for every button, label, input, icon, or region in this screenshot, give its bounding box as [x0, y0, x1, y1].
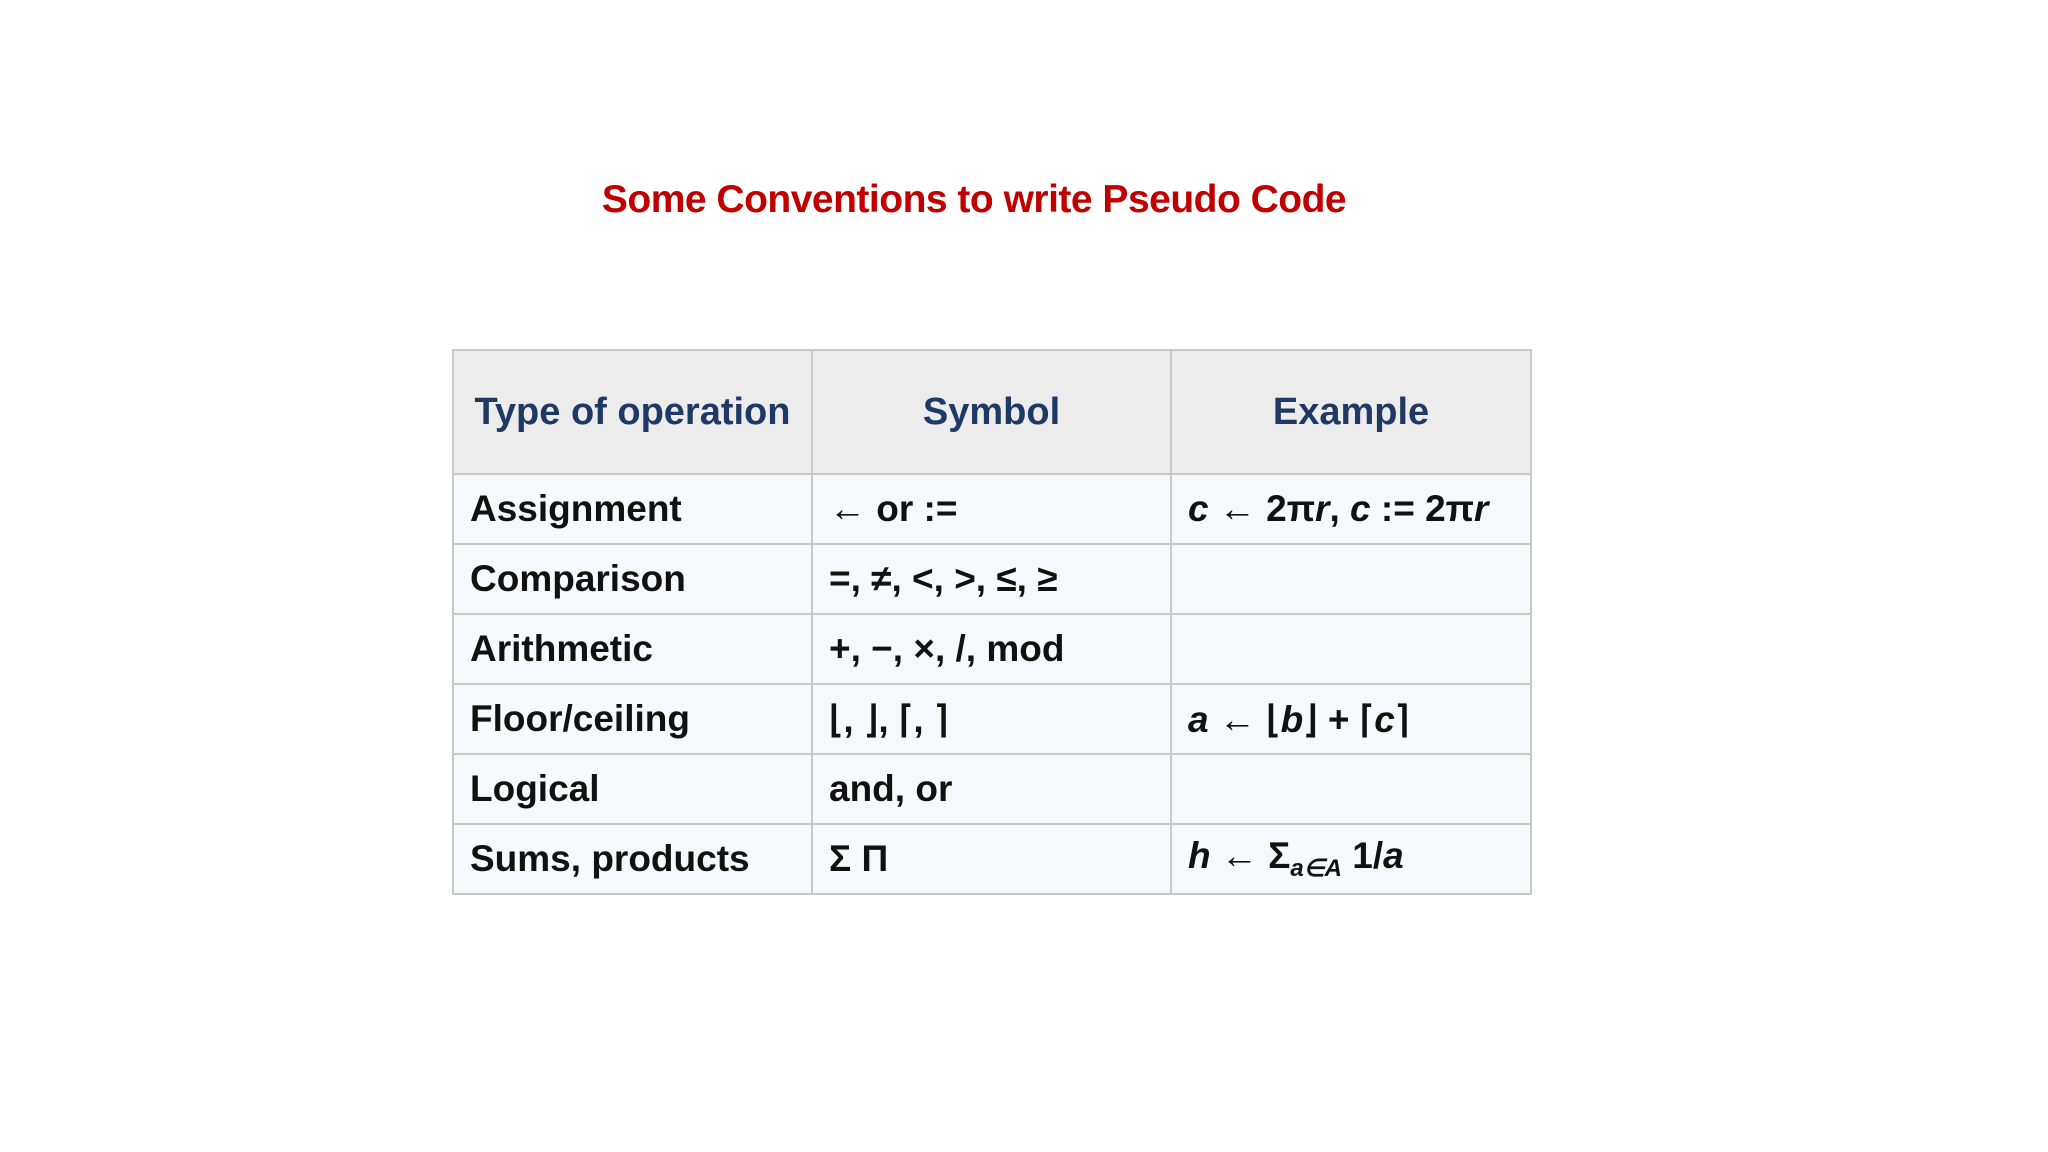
- cell-symbol: Σ Π: [812, 824, 1171, 894]
- cell-example: c ← 2πr, c := 2πr: [1171, 474, 1531, 544]
- cell-type: Logical: [453, 754, 812, 824]
- cell-example: [1171, 544, 1531, 614]
- table-row: [453, 544, 1531, 614]
- conventions-table: [452, 349, 1532, 895]
- cell-example: h ← $\Sigma_{a\in A}$ 1/a: [1171, 824, 1531, 894]
- table-row: [453, 754, 1531, 824]
- slide-title: Some Conventions to write Pseudo Code: [601, 178, 1347, 221]
- table-row: [453, 474, 1531, 544]
- cell-type: Assignment: [453, 474, 812, 544]
- header-example: Example: [1171, 350, 1531, 474]
- cell-example: [1171, 754, 1531, 824]
- cell-symbol: ⌊, ⌋, ⌈, ⌉: [812, 684, 1171, 754]
- table-row: [453, 824, 1531, 894]
- table-row: [453, 614, 1531, 684]
- table-header-row: [453, 350, 1531, 474]
- cell-example: [1171, 614, 1531, 684]
- table-row: [453, 684, 1531, 754]
- cell-symbol: ← or :=: [812, 474, 1171, 544]
- cell-symbol: +, −, ×, /, mod: [812, 614, 1171, 684]
- cell-type: Sums, products: [453, 824, 812, 894]
- header-symbol: Symbol: [812, 350, 1171, 474]
- header-type-of-operation: Type of operation: [453, 350, 812, 474]
- cell-type: Comparison: [453, 544, 812, 614]
- cell-example: a ← ⌊b⌋ + ⌈c⌉: [1171, 684, 1531, 754]
- cell-symbol: =, ≠, <, >, ≤, ≥: [812, 544, 1171, 614]
- cell-type: Floor/ceiling: [453, 684, 812, 754]
- cell-symbol: and, or: [812, 754, 1171, 824]
- cell-type: Arithmetic: [453, 614, 812, 684]
